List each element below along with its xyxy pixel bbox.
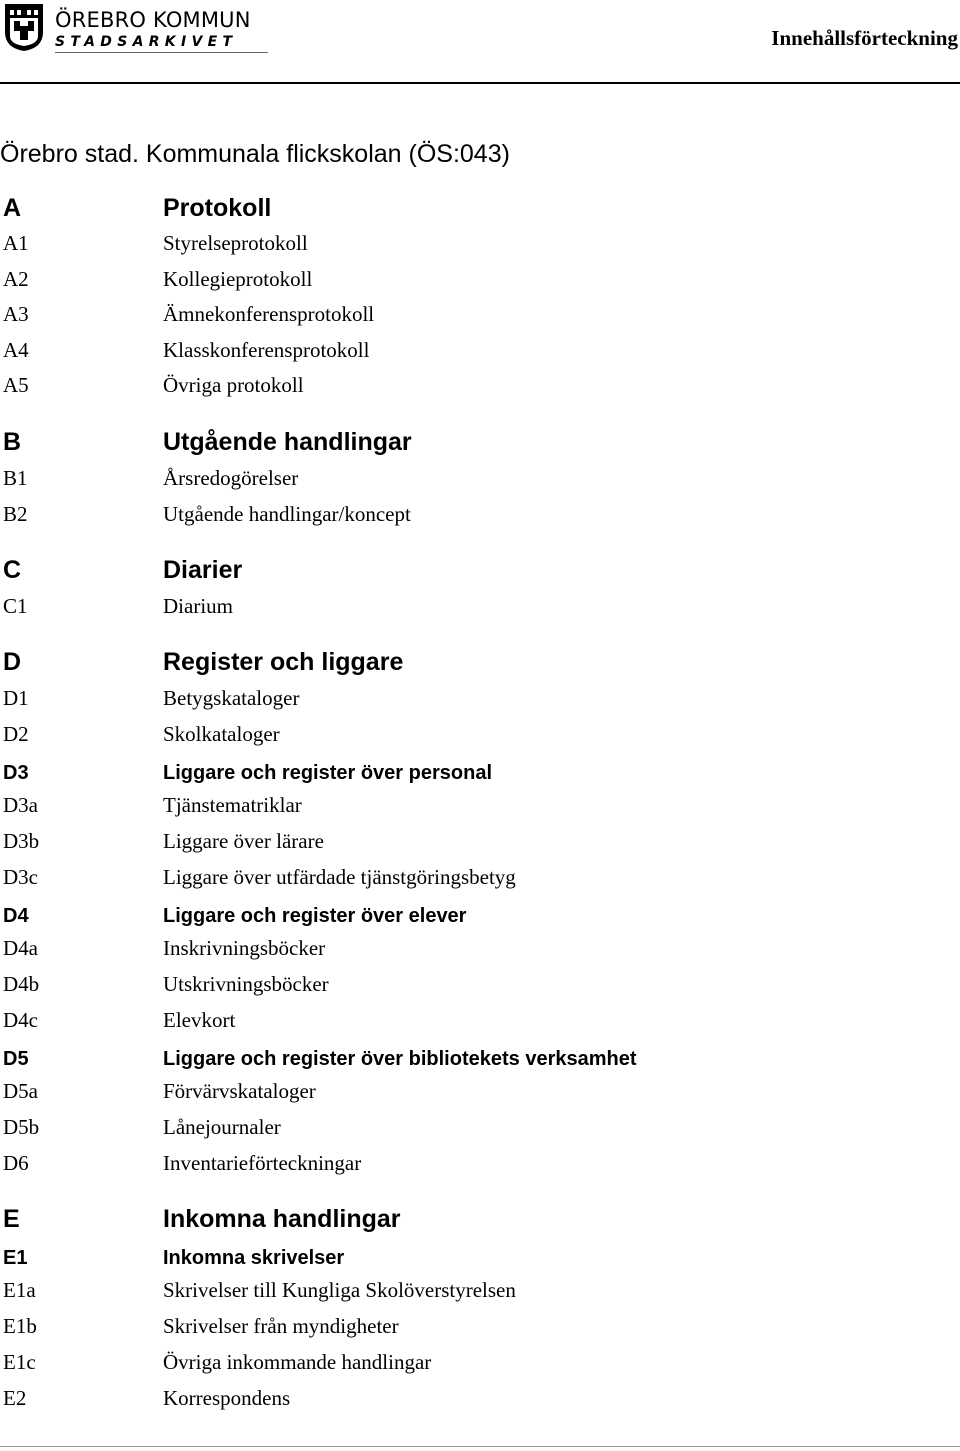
toc-label: Inkomna handlingar (163, 1205, 401, 1233)
toc-row (0, 934, 960, 970)
toc-row (0, 1113, 960, 1149)
toc-row (0, 720, 960, 756)
toc-code: A1 (3, 231, 29, 255)
toc-code: E (3, 1205, 20, 1233)
toc-code: A4 (3, 338, 29, 362)
toc-code: A5 (3, 373, 29, 397)
toc-code: D1 (3, 686, 29, 710)
toc-label: Övriga protokoll (163, 373, 304, 397)
toc-code: D3c (3, 865, 38, 889)
toc-row (0, 464, 960, 500)
toc-label: Skrivelser till Kungliga Skolöverstyrelsen (163, 1278, 516, 1302)
toc-label: Skolkataloger (163, 722, 280, 746)
toc-label: Utskrivningsböcker (163, 972, 329, 996)
toc-label: Protokoll (163, 194, 272, 222)
toc-row (0, 791, 960, 827)
toc-label: Inkomna skrivelser (163, 1247, 345, 1269)
toc-code: A3 (3, 302, 29, 326)
toc-label: Tjänstematriklar (163, 793, 302, 817)
toc-row (0, 371, 960, 407)
toc-label: Liggare och register över elever (163, 905, 467, 927)
toc-row (0, 1077, 960, 1113)
toc-row (0, 592, 960, 628)
toc-row (0, 1204, 960, 1238)
toc-row (0, 1046, 960, 1076)
toc-label: Liggare och register över personal (163, 762, 492, 784)
toc-row (0, 760, 960, 790)
toc-row (0, 684, 960, 720)
toc-label: Liggare och register över bibliotekets verksamhet (163, 1048, 637, 1070)
toc-label: Kollegieprotokoll (163, 267, 313, 291)
toc-row (0, 427, 960, 461)
toc-code: C (3, 556, 22, 584)
logo-divider (55, 52, 268, 53)
toc-row (0, 1006, 960, 1042)
toc-code: D3 (3, 762, 29, 784)
toc-label: Ämnekonferensprotokoll (163, 302, 375, 326)
toc-row (0, 336, 960, 372)
toc-row (0, 1149, 960, 1185)
toc-code: D2 (3, 722, 29, 746)
document-title: Örebro stad. Kommunala flickskolan (ÖS:043) (0, 140, 510, 168)
toc-row (0, 555, 960, 589)
page-header-title: Innehållsförteckning (771, 26, 958, 50)
toc-label: Klasskonferensprotokoll (163, 338, 370, 362)
toc-row (0, 827, 960, 863)
toc-code: B2 (3, 502, 28, 526)
toc-code: E1 (3, 1247, 28, 1269)
toc-label: Korrespondens (163, 1386, 291, 1410)
orebro-castle-logo-icon (2, 2, 46, 52)
toc-label: Register och liggare (163, 648, 404, 676)
toc-code: D6 (3, 1151, 29, 1175)
footer-rule (0, 1446, 960, 1447)
toc-label: Liggare över utfärdade tjänstgöringsbetyg (163, 865, 516, 889)
toc-row (0, 500, 960, 536)
toc-code: D (3, 648, 22, 676)
toc-code: D4c (3, 1008, 38, 1032)
toc-row (0, 970, 960, 1006)
toc-code: D5 (3, 1048, 29, 1070)
toc-code: C1 (3, 594, 28, 618)
toc-label: Elevkort (163, 1008, 236, 1032)
toc-code: B (3, 428, 22, 456)
toc-label: Styrelseprotokoll (163, 231, 308, 255)
toc-code: A (3, 194, 22, 222)
toc-label: Lånejournaler (163, 1115, 281, 1139)
header-rule (0, 82, 960, 84)
toc-row (0, 1245, 960, 1275)
toc-label: Liggare över lärare (163, 829, 324, 853)
toc-label: Utgående handlingar (163, 428, 412, 456)
toc-row (0, 300, 960, 336)
toc-label: Diarium (163, 594, 233, 618)
toc-code: B1 (3, 466, 28, 490)
toc-code: A2 (3, 267, 29, 291)
toc-row (0, 1312, 960, 1348)
toc-label: Förvärvskataloger (163, 1079, 316, 1103)
toc-row (0, 1276, 960, 1312)
toc-row (0, 265, 960, 301)
toc-label: Betygskataloger (163, 686, 300, 710)
toc-row (0, 863, 960, 899)
toc-row (0, 193, 960, 227)
toc-code: D3a (3, 793, 38, 817)
toc-code: E1a (3, 1278, 36, 1302)
toc-row (0, 903, 960, 933)
toc-code: E1b (3, 1314, 37, 1338)
toc-label: Övriga inkommande handlingar (163, 1350, 432, 1374)
org-subtitle: STADSARKIVET (55, 34, 238, 50)
page-header (0, 0, 960, 84)
toc-label: Inventarieförteckningar (163, 1151, 362, 1175)
toc-row (0, 647, 960, 681)
toc-code: D5a (3, 1079, 38, 1103)
toc-label: Årsredogörelser (163, 466, 299, 490)
toc-row (0, 229, 960, 265)
toc-label: Diarier (163, 556, 243, 584)
toc-code: E1c (3, 1350, 36, 1374)
toc-label: Inskrivningsböcker (163, 936, 326, 960)
toc-code: E2 (3, 1386, 27, 1410)
org-name: ÖREBRO KOMMUN (55, 8, 251, 32)
toc-code: D4 (3, 905, 29, 927)
toc-code: D5b (3, 1115, 40, 1139)
toc-code: D3b (3, 829, 40, 853)
toc-row (0, 1348, 960, 1384)
toc-label: Skrivelser från myndigheter (163, 1314, 399, 1338)
toc-row (0, 1384, 960, 1420)
toc-label: Utgående handlingar/koncept (163, 502, 411, 526)
toc-code: D4a (3, 936, 38, 960)
toc-code: D4b (3, 972, 40, 996)
